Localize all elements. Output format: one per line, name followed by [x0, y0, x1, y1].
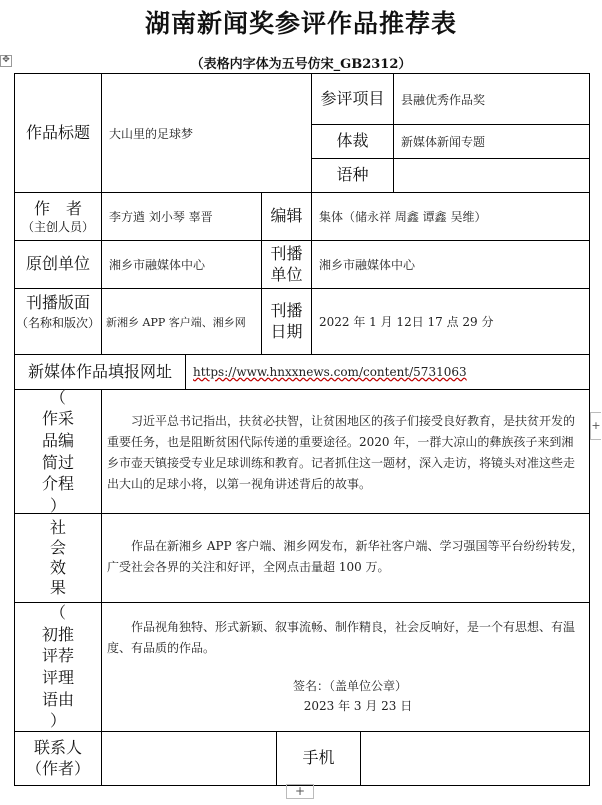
- editor-label: 编辑: [270, 206, 303, 226]
- author-label: [15, 193, 101, 240]
- process-label-char: （: [49, 387, 66, 407]
- work-title-value[interactable]: 大山里的足球梦: [109, 126, 194, 141]
- process-label: [15, 387, 101, 515]
- phone-value[interactable]: [361, 732, 589, 785]
- review-label: [15, 603, 101, 731]
- publish-unit-label-line1: 刊播: [270, 243, 303, 263]
- language-value[interactable]: [394, 159, 589, 192]
- publish-unit-label: [262, 241, 311, 288]
- process-label-char: 简过: [41, 452, 74, 472]
- review-label-char: ）: [49, 711, 66, 731]
- contact-label-line2: （作者）: [25, 758, 90, 778]
- publish-page-label-line2: （名称和版次）: [15, 315, 100, 330]
- page-title: 湖南新闻奖参评作品推荐表: [144, 9, 457, 38]
- review-label-char: 评荐: [41, 646, 74, 666]
- publish-date-label-line2: 日期: [270, 321, 303, 341]
- review-label-char: 评理: [41, 668, 74, 687]
- phone-label: 手机: [302, 748, 335, 768]
- publish-unit-label-line2: 单位: [270, 264, 303, 284]
- review-date: 2023 年 3 月 23 日: [303, 699, 413, 713]
- process-text[interactable]: 习近平总书记指出，扶贫必扶智，让贫困地区的孩子们接受良好教育，是扶贫开发的重要任务，也是阻断贫困代际传递的重要途径。2020 年，一群大凉山的彝族孩子来到湘乡市壶天镇接受专业足球训练和教育。记者抓住这一题材，深入走访，将镜头对准这些走出大山的足球小将，以第一视角讲述背后的故事。: [107, 414, 576, 491]
- publish-date-value[interactable]: 2022 年 1 月 12日 17 点 29 分: [319, 315, 494, 329]
- process-label-char: 品编: [41, 430, 74, 450]
- language-label: 语种: [336, 165, 369, 185]
- author-label-line2: （主创人员）: [21, 219, 94, 234]
- effect-label: [15, 514, 101, 602]
- review-label-char: 语由: [41, 689, 74, 709]
- author-value[interactable]: 李方遒 刘小琴 辜晋: [109, 210, 213, 224]
- url-label: 新媒体作品填报网址: [27, 361, 172, 381]
- font-note: （表格内字体为五号仿宋_GB2312）: [190, 57, 412, 72]
- publish-date-label-line1: 刊播: [270, 300, 303, 320]
- contact-label: [15, 732, 101, 785]
- effect-text[interactable]: 作品在新湘乡 APP 客户端、湘乡网发布，新华社客户端、学习强国等平台纷纷转发，广受社会各界的关注和好评，全网点击量超 100 万。: [107, 539, 584, 574]
- review-label-char: （: [49, 603, 66, 623]
- process-label-char: 作采: [41, 409, 74, 429]
- effect-label-char: 社: [49, 518, 66, 537]
- effect-label-char: 效: [49, 558, 66, 577]
- url-link[interactable]: https://www.hnxxnews.com/content/5731063: [193, 365, 467, 379]
- review-label-char: 初推: [41, 624, 74, 644]
- origin-unit-value[interactable]: 湘乡市融媒体中心: [109, 258, 206, 272]
- work-title-label: 作品标题: [25, 122, 90, 142]
- genre-value[interactable]: 新媒体新闻专题: [401, 135, 486, 149]
- publish-page-label-line1: 刊播版面: [25, 293, 90, 312]
- process-label-char: ）: [49, 495, 66, 515]
- publish-page-value[interactable]: 新湘乡 APP 客户端、湘乡网: [106, 315, 246, 329]
- category-label: 参评项目: [320, 88, 385, 108]
- add-column-icon[interactable]: +: [590, 412, 601, 440]
- effect-label-char: 果: [49, 578, 66, 597]
- review-text[interactable]: 作品视角独特、形式新颖、叙事流畅、制作精良，社会反响好，是一个有思想、有温度、有品质的作品。: [107, 620, 576, 655]
- process-label-char: 介程: [41, 474, 74, 494]
- origin-unit-label: 原创单位: [25, 254, 90, 274]
- effect-label-char: 会: [49, 538, 66, 557]
- contact-value[interactable]: [102, 732, 276, 785]
- contact-label-line1: 联系人: [33, 737, 82, 757]
- author-label-line1: 作 者: [33, 198, 82, 218]
- publish-date-label: [262, 289, 311, 354]
- editor-value[interactable]: 集体（储永祥 周鑫 谭鑫 吴维）: [319, 210, 487, 224]
- add-row-icon[interactable]: +: [286, 784, 314, 799]
- signature-line: 签名：（盖单位公章）: [292, 679, 407, 693]
- category-value[interactable]: 县融优秀作品奖: [401, 92, 486, 107]
- genre-label: 体裁: [336, 131, 369, 151]
- table-move-handle-icon[interactable]: ✥: [0, 55, 12, 67]
- publish-page-label: [15, 289, 101, 354]
- publish-unit-value[interactable]: 湘乡市融媒体中心: [319, 258, 416, 272]
